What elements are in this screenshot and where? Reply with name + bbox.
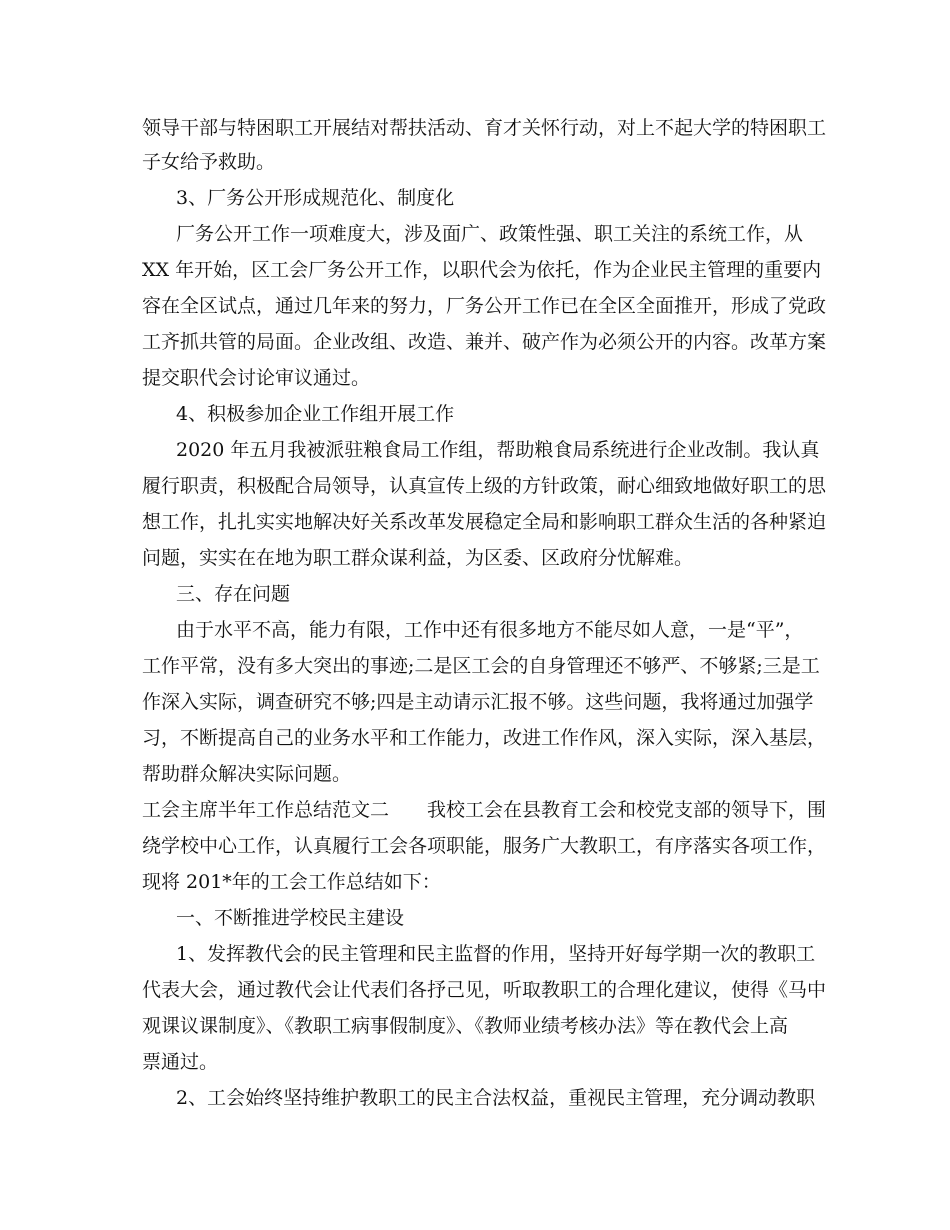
text-line: 问题，实实在在地为职工群众谋利益，为区委、区政府分忧解难。 [142,547,694,569]
text-line: 观课议课制度》、《教职工病事假制度》、《教师业绩考核办法》等在教代会上高 [142,1015,789,1037]
text-line: 想工作，扎扎实实地解决好关系改革发展稳定全局和影响职工群众生活的各种紧迫 [142,511,827,533]
text-line: 现将 201*年的工会工作总结如下： [142,871,441,893]
section-heading: 三、存在问题 [176,583,291,605]
text-line: 容在全区试点，通过几年来的努力，厂务公开工作已在全区全面推开，形成了党政 [142,295,827,317]
text-line: 绕学校中心工作，认真履行工会各项职能，服务广大教职工，有序落实各项工作， [142,835,827,857]
text-line: 帮助群众解决实际问题。 [142,763,352,785]
text-line: 习，不断提高自己的业务水平和工作能力，改进工作作风，深入实际，深入基层， [142,727,827,749]
text-line: 作深入实际，调查研究不够;四是主动请示汇报不够。这些问题，我将通过加强学 [142,691,814,713]
text-line: 2020 年五月我被派驻粮食局工作组，帮助粮食局系统进行企业改制。我认真 [176,439,820,461]
text-line: 由于水平不高，能力有限，工作中还有很多地方不能尽如人意，一是“平”， [176,619,804,641]
section-heading: 一、不断推进学校民主建设 [176,907,405,929]
section-heading: 3、厂务公开形成规范化、制度化 [176,187,455,209]
text-line: 工作平常，没有多大突出的事迹;二是区工会的自身管理还不够严、不够紧;三是工 [142,655,820,677]
text-line: 工会主席半年工作总结范文二 我校工会在县教育工会和校党支部的领导下，围 [142,799,827,821]
text-line: 代表大会，通过教代会让代表们各抒己见，听取教职工的合理化建议，使得《马中 [142,979,827,1001]
text-line: 履行职责，积极配合局领导，认真宣传上级的方针政策，耐心细致地做好职工的思 [142,475,827,497]
section-heading: 4、积极参加企业工作组开展工作 [176,403,455,425]
text-line: XX 年开始，区工会厂务公开工作，以职代会为依托，作为企业民主管理的重要内 [142,259,822,281]
text-line: 1、发挥教代会的民主管理和民主监督的作用，坚持开好每学期一次的教职工 [176,943,816,965]
text-line: 2、工会始终坚持维护教职工的民主合法权益，重视民主管理，充分调动教职 [176,1087,816,1109]
text-line: 工齐抓共管的局面。企业改组、改造、兼并、破产作为必须公开的内容。改革方案 [142,331,827,353]
text-line: 子女给予救助。 [142,151,276,173]
text-line: 票通过。 [142,1051,219,1073]
text-line: 领导干部与特困职工开展结对帮扶活动、育才关怀行动，对上不起大学的特困职工 [142,117,827,139]
text-line: 厂务公开工作一项难度大，涉及面广、政策性强、职工关注的系统工作，从 [176,223,804,245]
text-line: 提交职代会讨论审议通过。 [142,367,371,389]
